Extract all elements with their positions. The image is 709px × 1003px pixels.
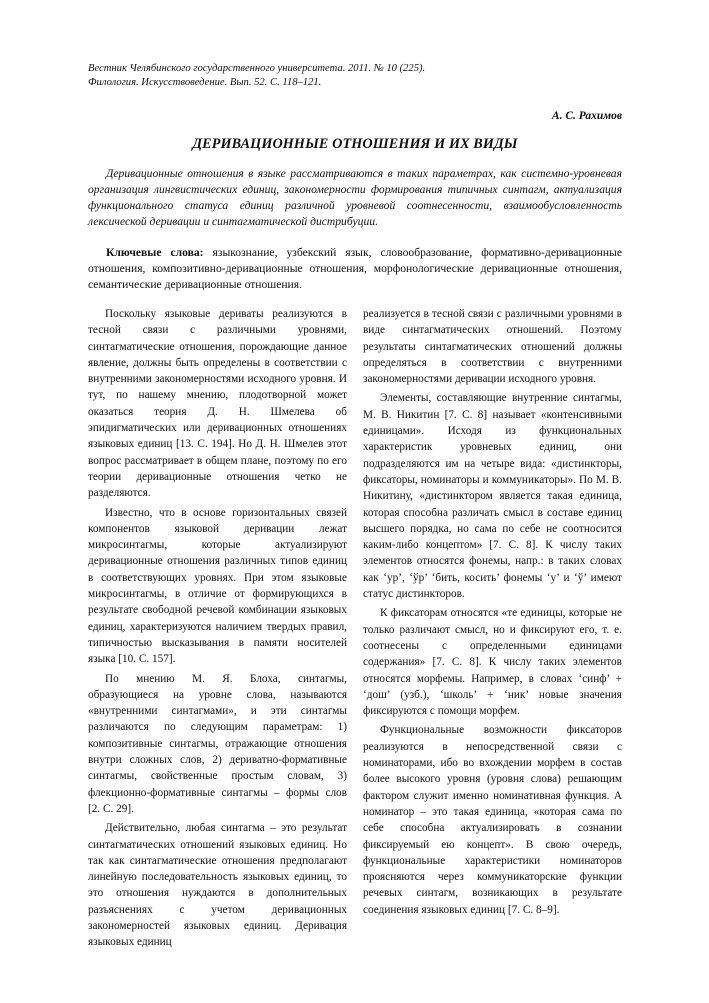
paragraph: Поскольку языковые дериваты реализуются в тесной связи с различными уровнями, синтагматические отношения, порождающие данное явление, должны быть определены в соответствии с внутренними закономерностями исходного уровня. И тут, по нашему мнению, плодотворной может оказаться теория Д. Н. Шмелева об эпидигматических или деривационных отношениях языковых единиц [13. С. 194]. Но Д. Н. Шмелев этот вопрос рассматривает в общем плане, поэтому по его теории деривационные отношения четко не разделяются.	[88, 308, 347, 500]
journal-line-1: Вестник Челябинского государственного университета. 2011. № 10 (225).	[88, 63, 426, 74]
paragraph: К фиксаторам относятся «те единицы, которые не только различают смысл, но и фиксируют его, т. е. соотнесены с определенными единицами содержания» [7. С. 8]. К числу таких элементов относятся морфемы. Например, в словах ‘синф’ + ‘дош’ (узб.), ‘школь’ + ‘ник’ новые значения фиксируются с помощи морфем.	[363, 607, 622, 718]
left-column	[88, 306, 347, 954]
author-name: А. С. Рахимов	[551, 110, 622, 122]
article-title: ДЕРИВАЦИОННЫЕ ОТНОШЕНИЯ И ИХ ВИДЫ	[192, 136, 518, 152]
journal-reference	[88, 62, 628, 90]
right-column	[363, 306, 622, 921]
paragraph: По мнению М. Я. Блоха, синтагмы, образующиеся на уровне слова, называются «внутренними синтагмами», и эти синтагмы различаются по следующим параметрам: 1) композитивные синтагмы, отражающие отношения внутри сложных слов, 2) дериватно-формативные синтагмы, свойственные простым словам, 3) флекционно-формативные синтагмы – формы слов [2. С. 29].	[88, 672, 347, 815]
paragraph: Элементы, составляющие внутренние синтагмы, М. В. Никитин [7. С. 8] называет «контенсивными единицами». Исходя из функциональных характеристик уровневых единиц, они подразделяются им на четыре вида: «дистинкторы, фиксаторы, номинаторы и коммуникаторы». По М. В. Никитину, «дистинктором является такая единица, которая способна различать смысл в составе единиц высшего порядка, но сама по себе не соотносится каким-либо концептом» [7. С. 8]. К числу таких элементов относятся фонемы, напр.: в таких словах как ‘ур’, ‘ўр’ ‘бить, косить’ фонемы ‘у’ и ‘ў’ имеют статус дистинкторов.	[363, 392, 622, 601]
keywords-label: Ключевые слова:	[106, 246, 204, 259]
paragraph: Действительно, любая синтагма – это результат синтагматических отношений языковых единиц. Но так как синтагматические отношения предполагают линейную последовательность языковых единиц, то это отношения нуждаются в дополнительных разъяснениях с учетом деривационных закономерностей языковых единиц. Деривация языковых единиц	[88, 822, 347, 949]
paragraph-continued: реализуется в тесной связи с различными уровнями в виде синтагматических отношений. Поэтому результаты синтагматических отношений должны определяться в соответствии с внутренними закономерностями деривации исходного уровня.	[363, 308, 622, 386]
keywords	[88, 245, 622, 293]
paragraph: Известно, что в основе горизонтальных связей компонентов языковой деривации лежат микросинтагмы, которые актуализируют деривационные отношения различных типов единиц в соответствующих уровнях. При этом языковые микросинтагмы, в отличие от формирующихся в результате свободной речевой комбинации языковых единиц, характеризуются наличием твердых правил, типичностью высказывания в памяти носителей языка [10. С. 157].	[88, 506, 347, 666]
paragraph: Функциональные возможности фиксаторов реализуются в непосредственной связи с номинаторами, ибо во вхождении морфем в состав более высокого уровня (уровня слова) решающим фактором служит именно номинативная функция. А номинатор – это такая единица, «которая сама по себе способна актуализировать в сознании фиксируемый ею концепт». В свою очередь, функциональные характеристики номинаторов проясняются через коммуникаторские функции речевых синтагм, возникающих в результате соединения языковых единиц [7. С. 8–9].	[363, 724, 622, 916]
abstract: Деривационные отношения в языке рассматриваются в таких параметрах, как системно-уровневая организация лингвистических единиц, закономерности формирования типичных синтагм, актуализация функционального статуса единиц различной уровневой соотнесенности, взаимообусловленность лексической деривации и синтагматической дистрибуции.	[88, 167, 622, 228]
journal-line-2: Филология. Искусствоведение. Вып. 52. С. 118–121.	[88, 77, 322, 88]
keywords-text: языкознание, узбекский язык, словообразование, формативно-деривационные отношения, композитивно-деривационные отношения, морфонологические деривационные отношения, семантические деривационные отношения.	[88, 246, 622, 291]
